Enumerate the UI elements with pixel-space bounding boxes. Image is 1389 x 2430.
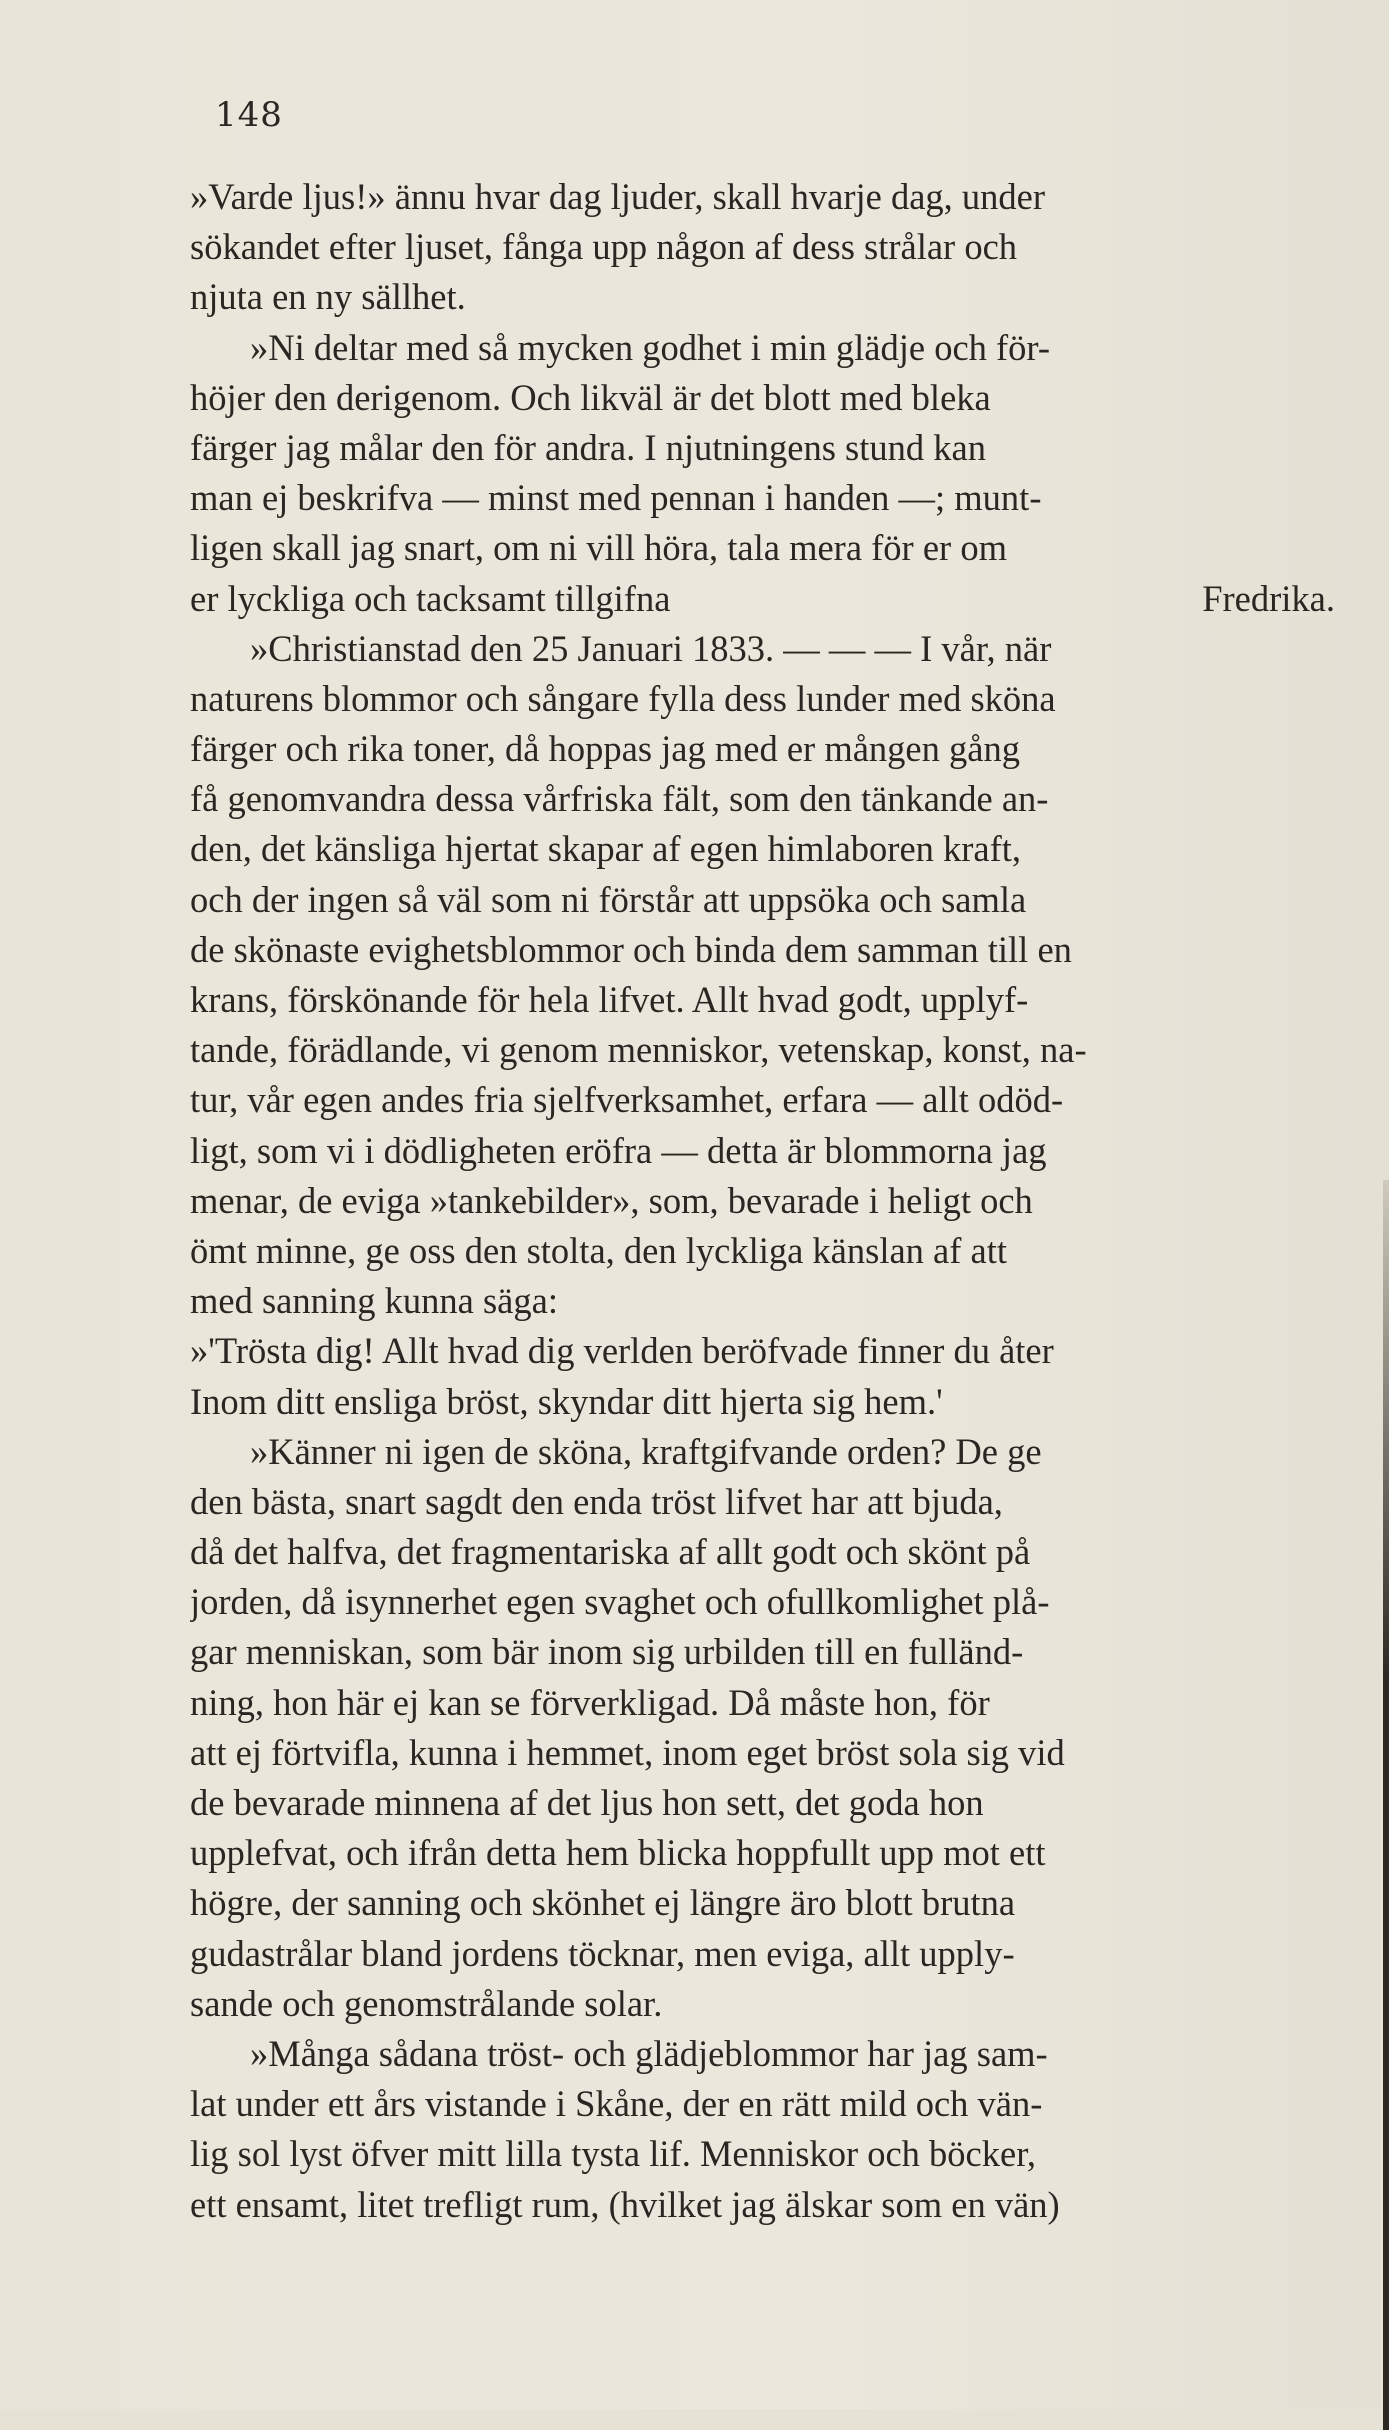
text-line: höjer den derigenom. Och likväl är det blott med bleka: [190, 376, 991, 418]
text-line: lig sol lyst öfver mitt lilla tysta lif. Menniskor och böcker,: [190, 2133, 1037, 2175]
text-line: naturens blommor och sångare fylla dess lunder med sköna: [190, 677, 1056, 719]
text-line: ömt minne, ge oss den stolta, den lyckliga känslan af att: [190, 1229, 1008, 1271]
text-line: de bevarade minnena af det ljus hon sett, det goda hon: [190, 1782, 984, 1823]
text-line: den, det känsliga hjertat skapar af egen himlaboren kraft,: [190, 828, 1022, 870]
body-text: [190, 172, 1355, 2230]
text-line: ligen skall jag snart, om ni vill höra, tala mera för er om: [190, 527, 1007, 569]
text-line: med sanning kunna säga:: [190, 1280, 558, 1322]
text-line: få genomvandra dessa vårfriska fält, som den tänkande an-: [190, 778, 1049, 820]
page-number: 148: [215, 95, 283, 135]
text-line: högre, der sanning och skönhet ej längre äro blott brutna: [190, 1882, 1016, 1924]
text-line: gar menniskan, som bär inom sig urbilden till en fulländ-: [190, 1631, 1024, 1673]
text-line: färger jag målar den för andra. I njutningens stund kan: [190, 426, 986, 468]
text-line: gudastrålar bland jordens töcknar, men eviga, allt upply-: [190, 1932, 1015, 1974]
text-line: de skönaste evighetsblommor och binda dem samman till en: [190, 928, 1072, 970]
text-line: att ej förtvifla, kunna i hemmet, inom eget bröst sola sig vid: [190, 1731, 1065, 1773]
text-line: er lyckliga och tacksamt tillgifna Fredrika.: [190, 574, 1355, 624]
text-line: »'Trösta dig! Allt hvad dig verlden beröfvade finner du åter: [190, 1330, 1054, 1372]
text-line: menar, de eviga »tankebilder», som, bevarade i heligt och: [190, 1179, 1033, 1221]
text-line: jorden, då isynnerhet egen svaghet och ofullkomlighet plå-: [190, 1581, 1050, 1623]
text-line: ning, hon här ej kan se förverkligad. Då måste hon, för: [190, 1681, 990, 1723]
text-line: ligt, som vi i dödligheten eröfra — detta är blommorna jag: [190, 1129, 1047, 1171]
text-line: »Känner ni igen de sköna, kraftgifvande orden? De ge: [250, 1430, 1042, 1472]
text-line: Inom ditt ensliga bröst, skyndar ditt hjerta sig hem.': [190, 1380, 943, 1422]
signature: Fredrika.: [1202, 577, 1335, 619]
text-line: sande och genomstrålande solar.: [190, 1982, 663, 2024]
text-line: och der ingen så väl som ni förstår att uppsöka och samla: [190, 878, 1027, 920]
text-line: »Varde ljus!» ännu hvar dag ljuder, skall hvarje dag, under: [190, 176, 1046, 217]
text-line: krans, förskönande för hela lifvet. Allt hvad godt, upplyf-: [190, 979, 1029, 1020]
text-line: färger och rika toner, då hoppas jag med er mången gång: [190, 728, 1020, 770]
text-line: lat under ett års vistande i Skåne, der en rätt mild och vän-: [190, 2083, 1043, 2125]
text-line: »Ni deltar med så mycken godhet i min glädje och för-: [250, 326, 1051, 368]
text-line: då det halfva, det fragmentariska af allt godt och skönt på: [190, 1531, 1031, 1573]
text-line: man ej beskrifva — minst med pennan i handen —; munt-: [190, 477, 1042, 519]
text-line: »Christianstad den 25 Januari 1833. — — — I vår, när: [250, 627, 1052, 669]
text-line: upplefvat, och ifrån detta hem blicka hoppfullt upp mot ett: [190, 1832, 1046, 1874]
text-line: tande, förädlande, vi genom menniskor, vetenskap, konst, na-: [190, 1029, 1087, 1071]
text-line: tur, vår egen andes fria sjelfverksamhet, erfara — allt odöd-: [190, 1079, 1064, 1121]
text-line: njuta en ny sällhet.: [190, 276, 466, 318]
text-line: den bästa, snart sagdt den enda tröst lifvet har att bjuda,: [190, 1480, 1003, 1522]
text-line: sökandet efter ljuset, fånga upp någon af dess strålar och: [190, 226, 1018, 268]
text-line: »Många sådana tröst- och glädjeblommor har jag sam-: [250, 2032, 1048, 2074]
text-line: ett ensamt, litet trefligt rum, (hvilket jag älskar som en vän): [190, 2183, 1060, 2225]
page-edge-shadow: [1383, 1180, 1389, 2430]
